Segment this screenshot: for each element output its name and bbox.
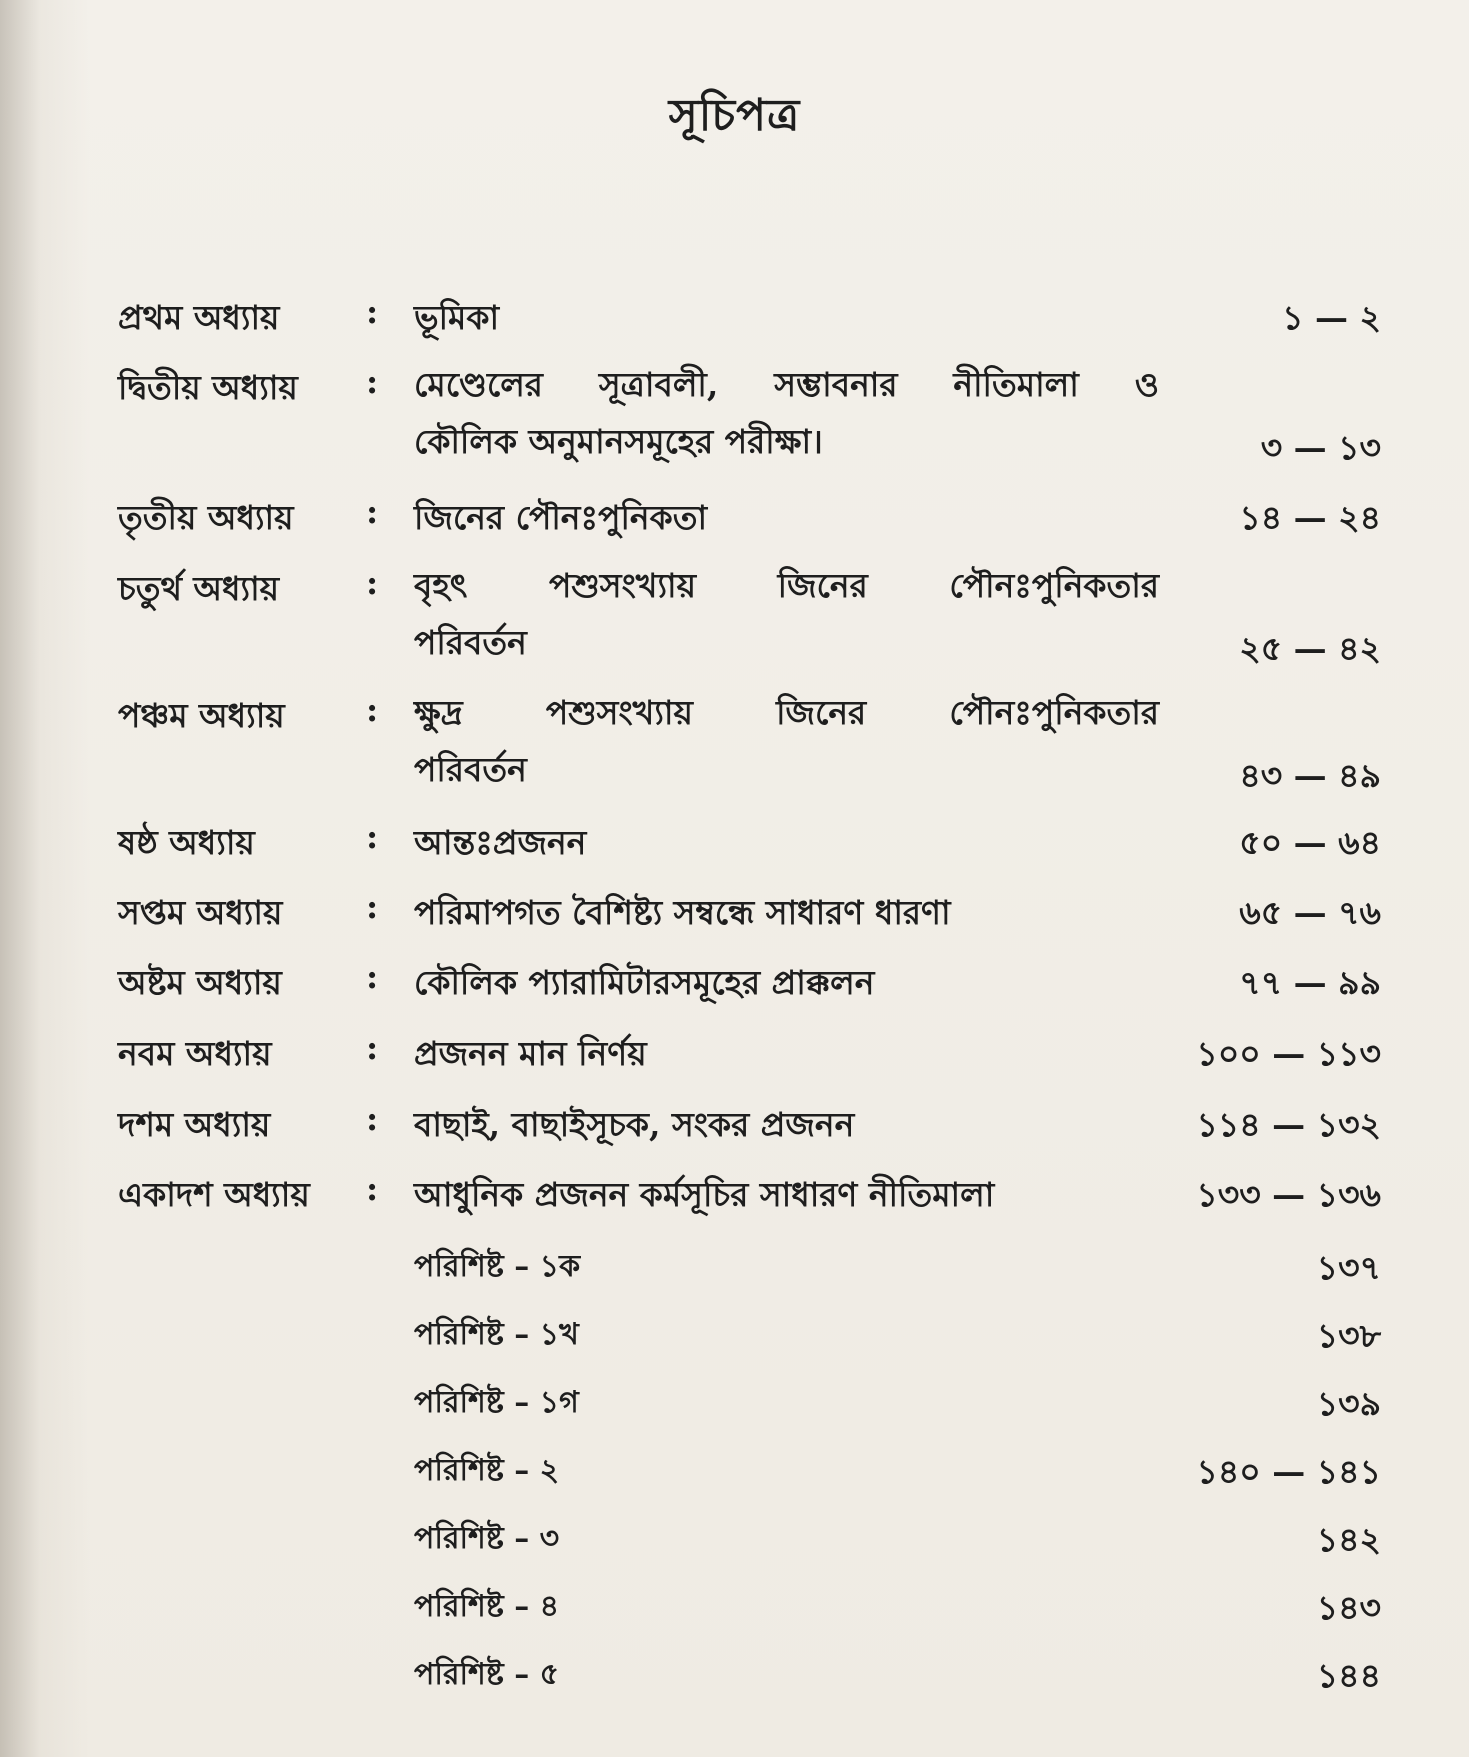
toc-entry-chapter-9 [0,1028,1469,1078]
page-range: ১৪ — ২৪ [1239,498,1381,537]
chapter-label: তৃতীয় অধ্যায় [118,498,294,537]
chapter-label: প্রথম অধ্যায় [118,298,280,337]
separator-colon: : [366,292,379,331]
chapter-title: প্রজনন মান নির্ণয় [414,1034,647,1073]
toc-entry-appendix-1a [0,1242,1469,1292]
separator-colon: : [366,817,379,856]
page-range: ১৪০ — ১৪১ [1196,1452,1381,1491]
separator-colon: : [366,1028,379,1067]
page-range: ১৩৭ [1316,1248,1381,1287]
page-range: ১৪৪ [1316,1656,1381,1695]
chapter-label: দশম অধ্যায় [118,1105,271,1144]
chapter-title-line: মেণ্ডেলের সূত্রাবলী, সম্ভাবনার নীতিমালা ও [414,365,1159,404]
separator-colon: : [366,492,379,531]
page-range: ১৩৩ — ১৩৬ [1196,1175,1381,1214]
appendix-label: পরিশিষ্ট – ৫ [414,1657,560,1692]
chapter-label: দ্বিতীয় অধ্যায় [118,368,298,407]
appendix-label: পরিশিষ্ট – ৩ [414,1521,560,1556]
separator-colon: : [366,957,379,996]
page-range: ৫০ — ৬৪ [1239,823,1381,862]
chapter-title: পরিমাপগত বৈশিষ্ট্য সম্বন্ধে সাধারণ ধারণা [414,893,951,932]
toc-entry-appendix-3 [0,1514,1469,1564]
page-range: ৬৫ — ৭৬ [1239,893,1381,932]
page-range: ৩ — ১৩ [1260,428,1381,467]
toc-entry-appendix-1b [0,1310,1469,1360]
chapter-label: সপ্তম অধ্যায় [118,893,283,932]
separator-colon: : [366,563,379,602]
appendix-label: পরিশিষ্ট – ৪ [414,1589,560,1624]
toc-entry-chapter-5 [0,690,1469,800]
chapter-title: জিনের পৌনঃপুনিকতা [414,498,708,537]
appendix-label: পরিশিষ্ট – ১খ [414,1317,579,1352]
toc-entry-chapter-4 [0,563,1469,673]
page-range: ১ — ২ [1282,298,1381,337]
toc-entry-chapter-3 [0,492,1469,542]
page-range: ১৪৩ [1316,1588,1381,1627]
chapter-title-line: ক্ষুদ্র পশুসংখ্যায় জিনের পৌনঃপুনিকতার [414,693,1159,732]
toc-entry-appendix-4 [0,1582,1469,1632]
chapter-title-line: বৃহৎ পশুসংখ্যায় জিনের পৌনঃপুনিকতার [414,566,1159,605]
page-title: সূচিপত্র [668,90,801,141]
chapter-title: আধুনিক প্রজনন কর্মসূচির সাধারণ নীতিমালা [414,1175,995,1214]
page-range: ১১৪ — ১৩২ [1196,1105,1381,1144]
chapter-label: পঞ্চম অধ্যায় [118,696,285,735]
toc-entry-appendix-1c [0,1378,1469,1428]
toc-entry-chapter-7 [0,887,1469,937]
appendix-label: পরিশিষ্ট – ১গ [414,1385,579,1420]
separator-colon: : [366,1169,379,1208]
toc-entry-chapter-11 [0,1169,1469,1219]
page-range: ১০০ — ১১৩ [1196,1034,1381,1073]
separator-colon: : [366,362,379,401]
separator-colon: : [366,690,379,729]
chapter-title [414,356,1159,470]
separator-colon: : [366,1099,379,1138]
toc-entry-chapter-10 [0,1099,1469,1149]
separator-colon: : [366,887,379,926]
page-range: ১৩৯ [1316,1384,1381,1423]
toc-entry-chapter-2 [0,362,1469,472]
chapter-title [414,557,1159,671]
page-range: ১৩৮ [1316,1316,1381,1355]
toc-entry-appendix-2 [0,1446,1469,1496]
page-range: ৭৭ — ৯৯ [1239,963,1381,1002]
appendix-label: পরিশিষ্ট – ২ [414,1453,560,1488]
toc-entry-chapter-6 [0,817,1469,867]
chapter-title-line: পরিবর্তন [414,623,527,662]
toc-entry-chapter-1 [0,292,1469,342]
chapter-label: নবম অধ্যায় [118,1034,272,1073]
toc-entry-appendix-5 [0,1650,1469,1700]
toc-entry-chapter-8 [0,957,1469,1007]
chapter-title-line: পরিবর্তন [414,750,527,789]
chapter-label: একাদশ অধ্যায় [118,1175,310,1214]
chapter-label: ষষ্ঠ অধ্যায় [118,823,255,862]
chapter-label: অষ্টম অধ্যায় [118,963,282,1002]
chapter-label: চতুর্থ অধ্যায় [118,569,280,608]
chapter-title: কৌলিক প্যারামিটারসমূহের প্রাক্কলন [414,963,875,1002]
chapter-title [414,684,1159,798]
appendix-label: পরিশিষ্ট – ১ক [414,1249,581,1284]
chapter-title: বাছাই, বাছাইসূচক, সংকর প্রজনন [414,1105,855,1144]
page-range: ৪৩ — ৪৯ [1239,756,1381,795]
chapter-title: ভূমিকা [414,298,500,337]
page-range: ১৪২ [1316,1520,1381,1559]
chapter-title: আন্তঃপ্রজনন [414,823,587,862]
page-range: ২৫ — ৪২ [1239,629,1381,668]
chapter-title-line: কৌলিক অনুমানসমূহের পরীক্ষা। [414,422,823,461]
